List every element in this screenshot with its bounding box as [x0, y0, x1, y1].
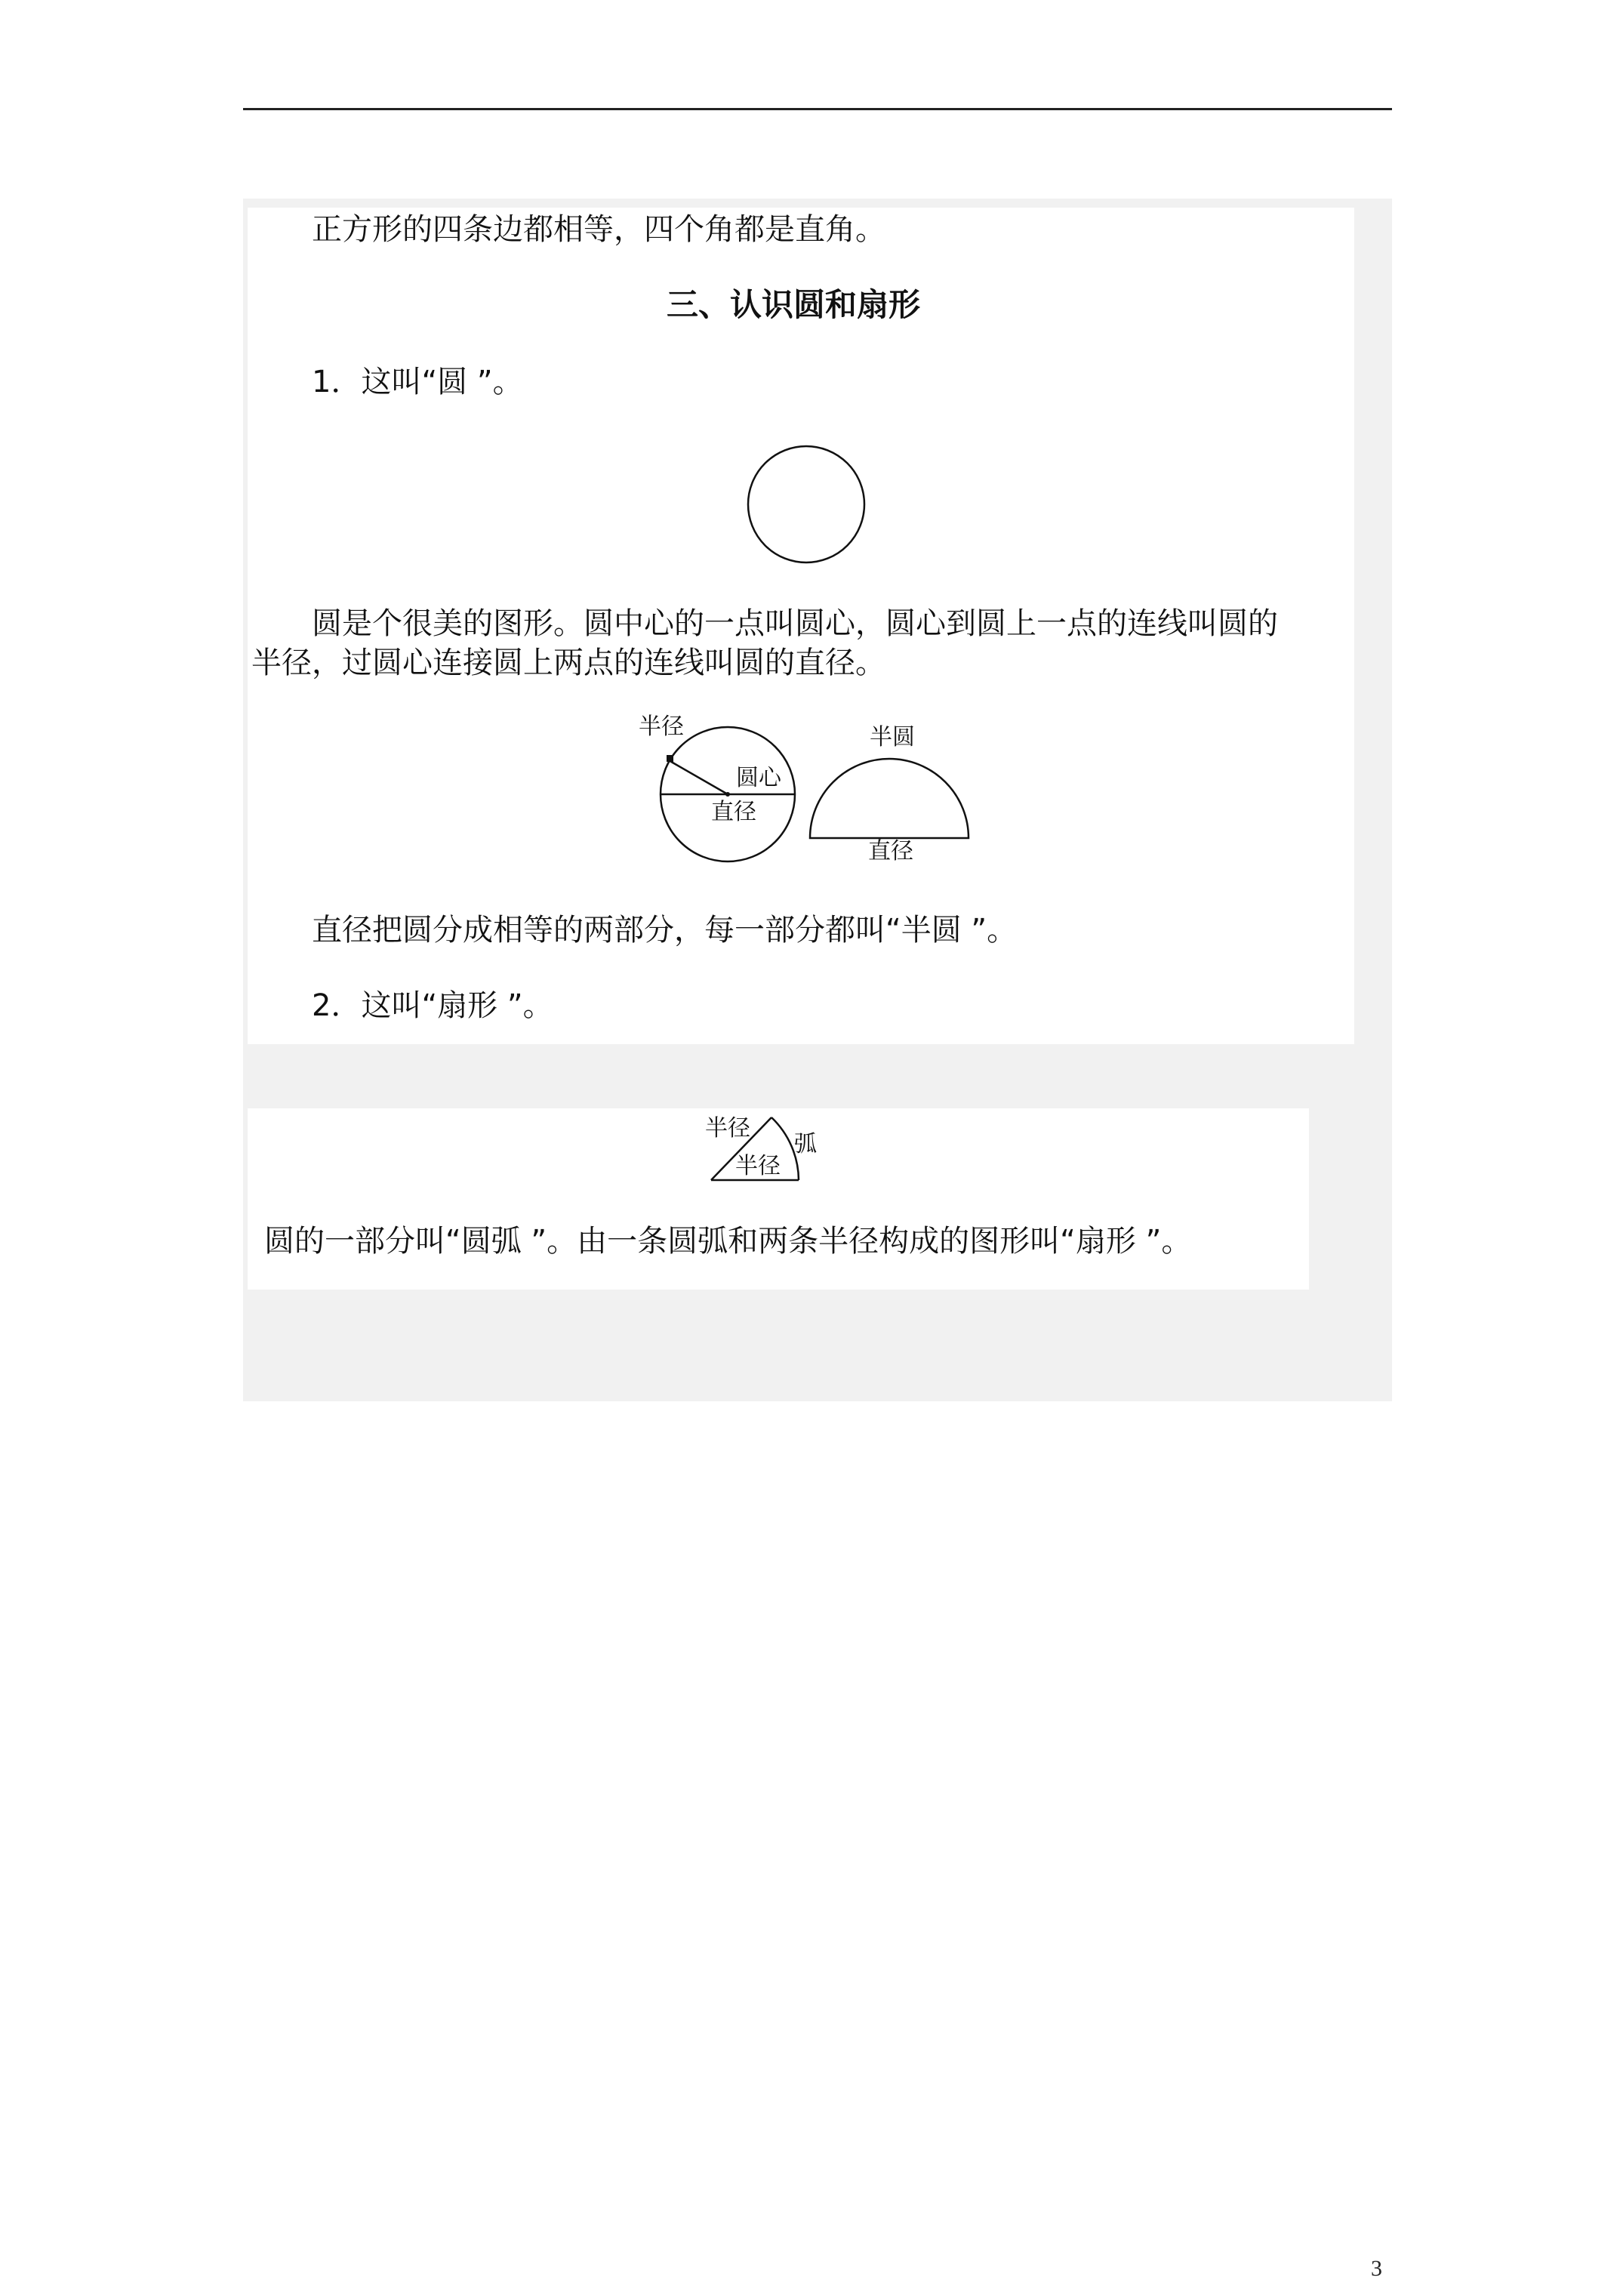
header-rule [243, 108, 1392, 110]
semicircle-label: 半圆 [870, 724, 915, 750]
circle-parts-diagram [627, 710, 989, 868]
arc-label: 弧 [794, 1131, 817, 1157]
square-property-line: 正方形的四条边都相等，四个角都是直角。 [312, 212, 885, 247]
circle-paragraph-line-2: 半径，过圆心连接圆上两点的连线叫圆的直径。 [251, 646, 885, 680]
sector-radius-bottom-label: 半径 [735, 1153, 781, 1179]
item-2-sector: 2．这叫“扇形 ”。 [312, 988, 553, 1023]
section-title: 三、认识圆和扇形 [667, 286, 921, 323]
page-number: 3 [1371, 2256, 1382, 2281]
semicircle-diameter-label: 直径 [868, 838, 913, 864]
radius-label: 半径 [639, 713, 684, 740]
diameter-label: 直径 [711, 799, 756, 825]
semicircle-line: 直径把圆分成相等的两部分，每一部分都叫“半圆 ”。 [312, 913, 1018, 948]
sector-radius-top-label: 半径 [705, 1115, 750, 1142]
circle-figure [740, 438, 876, 574]
center-label: 圆心 [736, 765, 781, 791]
circle-paragraph-line-1: 圆是个很美的图形。圆中心的一点叫圆心，圆心到圆上一点的连线叫圆的 [312, 606, 1278, 641]
sector-definition-line: 圆的一部分叫“圆弧 ”。由一条圆弧和两条半径构成的图形叫“扇形 ”。 [264, 1224, 1192, 1259]
item-1-circle: 1．这叫“圆 ”。 [312, 365, 523, 399]
sector-diagram [702, 1110, 838, 1185]
